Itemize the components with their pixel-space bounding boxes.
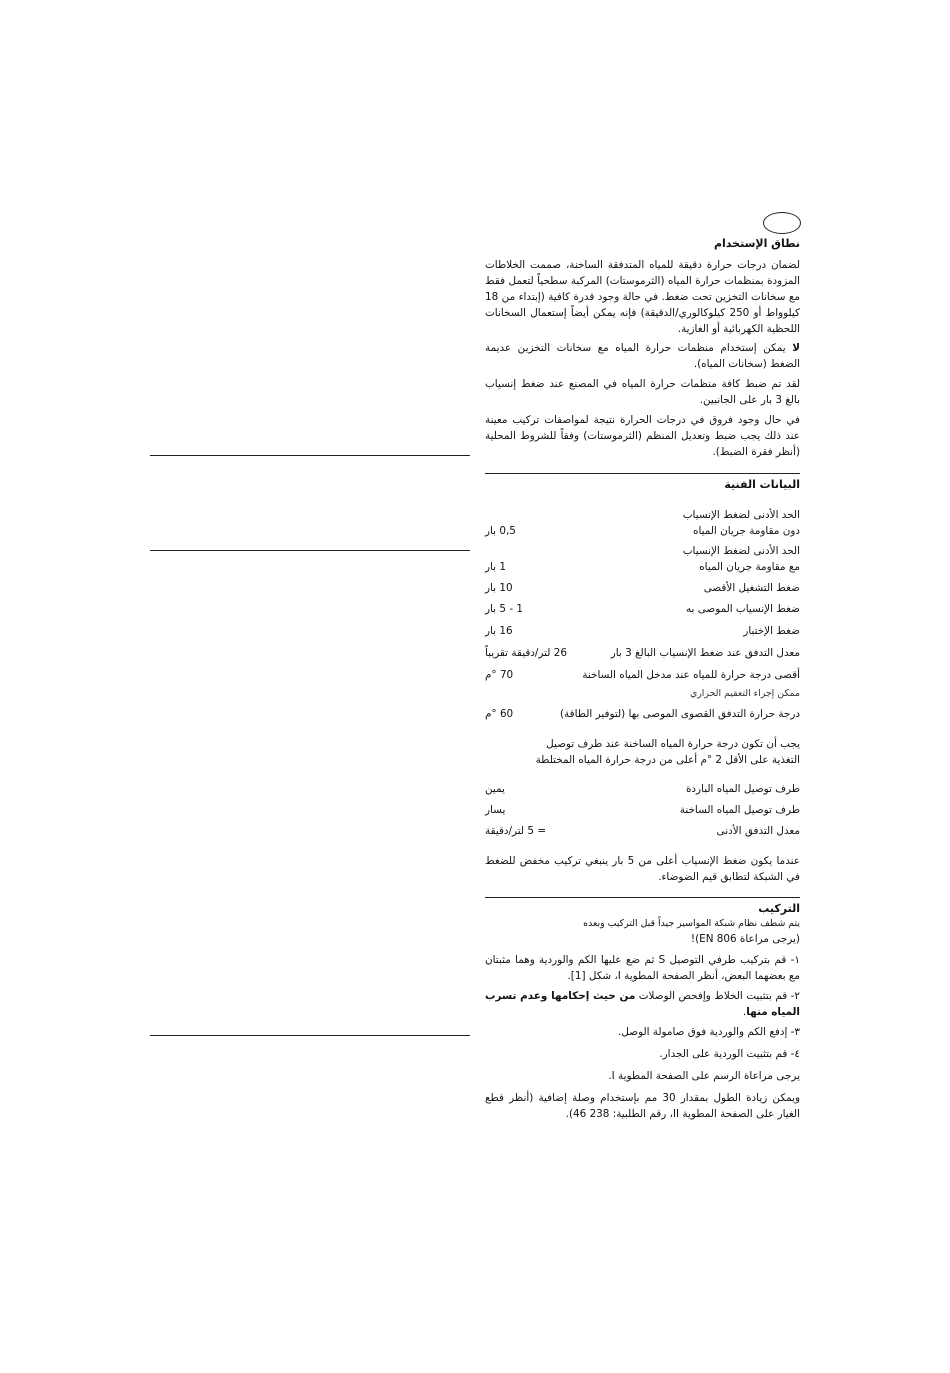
- scope-paragraph-3: لقد تم ضبط كافة منظمات حرارة المياه في المصنع عند ضغط إنسياب بالغ 3 بار على الجانبين.: [485, 378, 800, 406]
- installation-extension-note: ويمكن زيادة الطول بمقدار 30 مم بإستخدام وصلة إضافية (أنظر قطع الغيار على الصفحة المطوية II، رقم الطلبية: 238 46).: [485, 1092, 800, 1120]
- left-column-rule-2: [150, 550, 470, 551]
- installation-title: التركيب: [758, 902, 800, 915]
- spec-row-min-pressure-resistance: [485, 543, 800, 575]
- left-column-rule-3: [150, 1035, 470, 1036]
- spec-label-sub: مع مقاومة جريان المياه: [699, 561, 800, 573]
- left-column-rule-1: [150, 455, 470, 456]
- installation-rule: [485, 897, 800, 898]
- cold-connection-label: طرف توصيل المياه الباردة: [685, 783, 800, 795]
- spec-row-min-pressure-no-resistance: [485, 507, 800, 539]
- spec-label-sub: دون مقاومة جريان المياه: [693, 525, 800, 537]
- spec-row-max-operating-pressure: [485, 580, 800, 596]
- cold-connection-row: [485, 781, 800, 797]
- technical-rule: [485, 473, 800, 474]
- spec-value: 16 بار: [485, 625, 513, 637]
- installation-step-2-bold: من حيث إحكامها وعدم تسرب المياه منها: [485, 990, 800, 1018]
- spec-label: ضغط الإختبار: [743, 625, 800, 637]
- spec-label: معدل التدفق عند ضغط الإنسياب البالغ 3 بار: [610, 647, 800, 659]
- spec-value: 0,5 بار: [485, 525, 516, 537]
- installation-drawing-note: يرجى مراعاة الرسم على الصفحة المطوية I.: [608, 1070, 800, 1082]
- spec-row-test-pressure: [485, 623, 800, 639]
- installation-step-4: ٤- قم بتثبيت الوردية على الجدار.: [659, 1048, 800, 1060]
- scope-paragraph-1: لضمان درجات حرارة دقيقة للمياه المتدفقة الساخنة، صممت الخلاطات المزودة بمنظمات حرارة المياه (الثرموستات) المركبة سطحياً لتعمل فقط مع سخانات التخزين تحت ضغط. في حالة وجود قدرة كافية (إبتداء من 18 كيلوواط أو 250 كيلوكالوري/الدقيقة) فإنه يمكن أيضاً إستعمال السخانات اللحظية الكهربائية أو الغازية.: [485, 259, 800, 335]
- installation-step-2-text: ٢- قم بتثبيت الخلاط وإفحص الوصلات: [635, 990, 800, 1002]
- spec-row-recommended-flow-temp: [485, 706, 800, 722]
- installation-intro-2: (يرجى مراعاة EN 806)!: [690, 933, 800, 945]
- spec-row-flow-rate: [485, 645, 800, 661]
- spec-value: 1 - 5 بار: [485, 603, 523, 615]
- hot-connection-row: [485, 802, 800, 818]
- min-flow-row: [485, 823, 800, 839]
- spec-label: درجة حرارة التدفق القصوى الموصى بها (لتوفير الطاقة): [559, 708, 800, 720]
- technical-title: البيانات الفنية: [724, 478, 800, 491]
- hot-connection-label: طرف توصيل المياه الساخنة: [679, 804, 800, 816]
- scope-paragraph-2-bold: لا: [792, 342, 800, 354]
- spec-value: 10 بار: [485, 582, 513, 594]
- spec-value: 70 °م: [485, 669, 514, 681]
- spec-value: 26 لتر/دقيقة تقريباً: [485, 647, 568, 659]
- min-flow-value: = 5 لتر/دقيقة: [485, 825, 547, 837]
- scope-paragraph-4: في حال وجود فروق في درجات الحرارة نتيجة لمواصفات تركيب معينة عند ذلك يجب ضبط وتعديل المنظم (الثرموستات) وفقاً للشروط المحلية (أنظر فقرة الضبط).: [485, 414, 800, 458]
- scope-title: نطاق الإستخدام: [713, 237, 800, 250]
- spec-label: الحد الأدنى لضغط الإنسياب: [682, 509, 800, 521]
- spec-label: ضغط الإنسياب الموصى به: [685, 603, 800, 615]
- supply-temperature-note: يجب أن تكون درجة حرارة المياه الساخنة عند طرف توصيل التغذية على الأقل 2 °م أعلى من درجة حرارة المياه المختلطة: [535, 738, 800, 766]
- pressure-reducer-note: عندما يكون ضغط الإنسياب أعلى من 5 بار ينبغي تركيب مخفض للضغط في الشبكة لتطابق قيم الضوضاء.: [485, 855, 800, 883]
- spec-label: الحد الأدنى لضغط الإنسياب: [682, 545, 800, 557]
- installation-intro: يتم شطف نظام شبكة المواسير جيداً قبل التركيب وبعده: [583, 918, 800, 929]
- spec-label: ضغط التشغيل الأقصى: [703, 582, 800, 594]
- installation-step-3: ٣- إدفع الكم والوردية فوق صامولة الوصل.: [618, 1026, 800, 1038]
- scope-paragraph-2-text: يمكن إستخدام منظمات حرارة المياه مع سخانات التخزين عديمة الضغط (سخانات المياه).: [485, 342, 800, 370]
- scope-paragraph-2: [485, 340, 800, 372]
- spec-label: أقصى درجة حرارة للمياه عند مدخل المياه الساخنة: [582, 669, 800, 681]
- installation-step-2-end: .: [742, 1006, 747, 1018]
- spec-note-text: ممكن إجراء التعقيم الحراري: [689, 688, 800, 699]
- spec-value: 1 بار: [485, 561, 507, 573]
- language-marker-oval: [763, 212, 801, 234]
- spec-value: 60 °م: [485, 708, 514, 720]
- spec-note-disinfection: [485, 686, 800, 702]
- cold-connection-value: يمين: [485, 783, 505, 795]
- installation-step-1: ١- قم بتركيب طرفي التوصيل S ثم ضع عليها الكم والوردية وهما مثبتان مع بعضهما البعض، أنظر الصفحة المطوية I، شكل [1].: [485, 954, 800, 982]
- min-flow-label: معدل التدفق الأدنى: [716, 825, 800, 837]
- spec-row-max-hot-inlet-temp: [485, 667, 800, 683]
- installation-step-2: [485, 988, 800, 1020]
- hot-connection-value: يسار: [485, 804, 506, 816]
- spec-row-recommended-pressure: [485, 601, 800, 617]
